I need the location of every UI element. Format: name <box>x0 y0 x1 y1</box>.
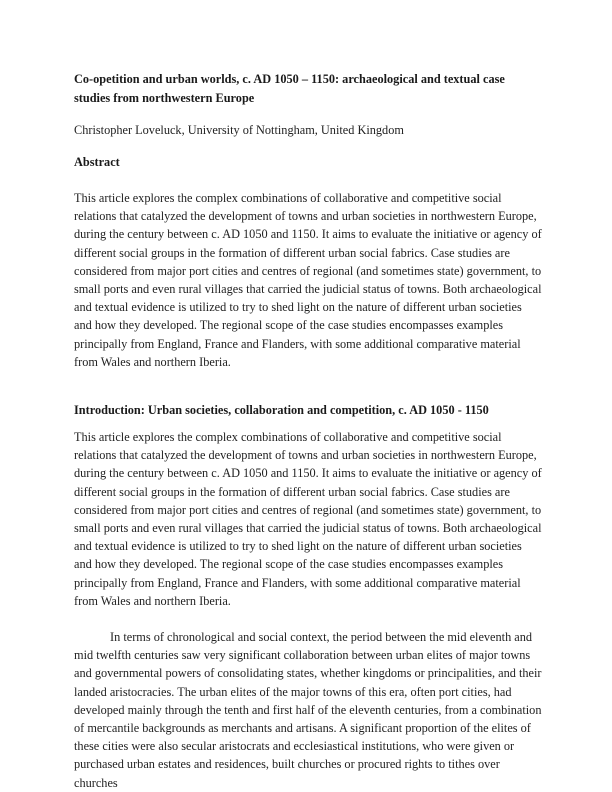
paper-title: Co-opetition and urban worlds, c. AD 1050 – 1150: archaeological and textual case studies from northwestern Europe <box>74 72 505 105</box>
introduction-heading: Introduction: Urban societies, collaboration and competition, c. AD 1050 - 1150 <box>74 403 489 418</box>
introduction-paragraph-2: In terms of chronological and social context, the period between the mid eleventh and mid twelfth centuries saw very significant collaboration between urban elites of major towns and governmental powers of consolidating states, whether kingdoms or principalities, and their landed aristocracies. The urban elites of the major towns of this era, often port cities, had developed mainly through the tenth and first half of the eleventh centuries, from a combination of mercantile backgrounds as merchants and artisans. A significant proportion of the elites of these cities were also secular aristocrats and ecclesiastical institutions, who were given or purchased urban estates and residences, built churches or procured rights to tithes over churches <box>74 630 542 790</box>
abstract-paragraph: This article explores the complex combinations of collaborative and competitive social relations that catalyzed the development of towns and urban societies in northwestern Europe, during the century between c. AD 1050 and 1150. It aims to evaluate the initiative or agency of different social groups in the formation of different urban social fabrics. Case studies are considered from major port cities and centres of regional (and sometimes state) government, to small ports and even rural villages that carried the judicial status of towns. Both archaeological and textual evidence is utilized to try to shed light on the nature of different urban societies and how they developed. The regional scope of the case studies encompasses examples principally from England, France and Flanders, with some additional comparative material from Wales and northern Iberia. <box>74 191 542 369</box>
introduction-paragraph-1: This article explores the complex combinations of collaborative and competitive social relations that catalyzed the development of towns and urban societies in northwestern Europe, during the century between c. AD 1050 and 1150. It aims to evaluate the initiative or agency of different social groups in the formation of different urban social fabrics. Case studies are considered from major port cities and centres of regional (and sometimes state) government, to small ports and even rural villages that carried the judicial status of towns. Both archaeological and textual evidence is utilized to try to shed light on the nature of different urban societies and how they developed. The regional scope of the case studies encompasses examples principally from England, France and Flanders, with some additional comparative material from Wales and northern Iberia. <box>74 430 542 608</box>
author-line: Christopher Loveluck, University of Nottingham, United Kingdom <box>74 123 404 137</box>
document-page <box>74 70 542 792</box>
abstract-heading: Abstract <box>74 155 120 169</box>
